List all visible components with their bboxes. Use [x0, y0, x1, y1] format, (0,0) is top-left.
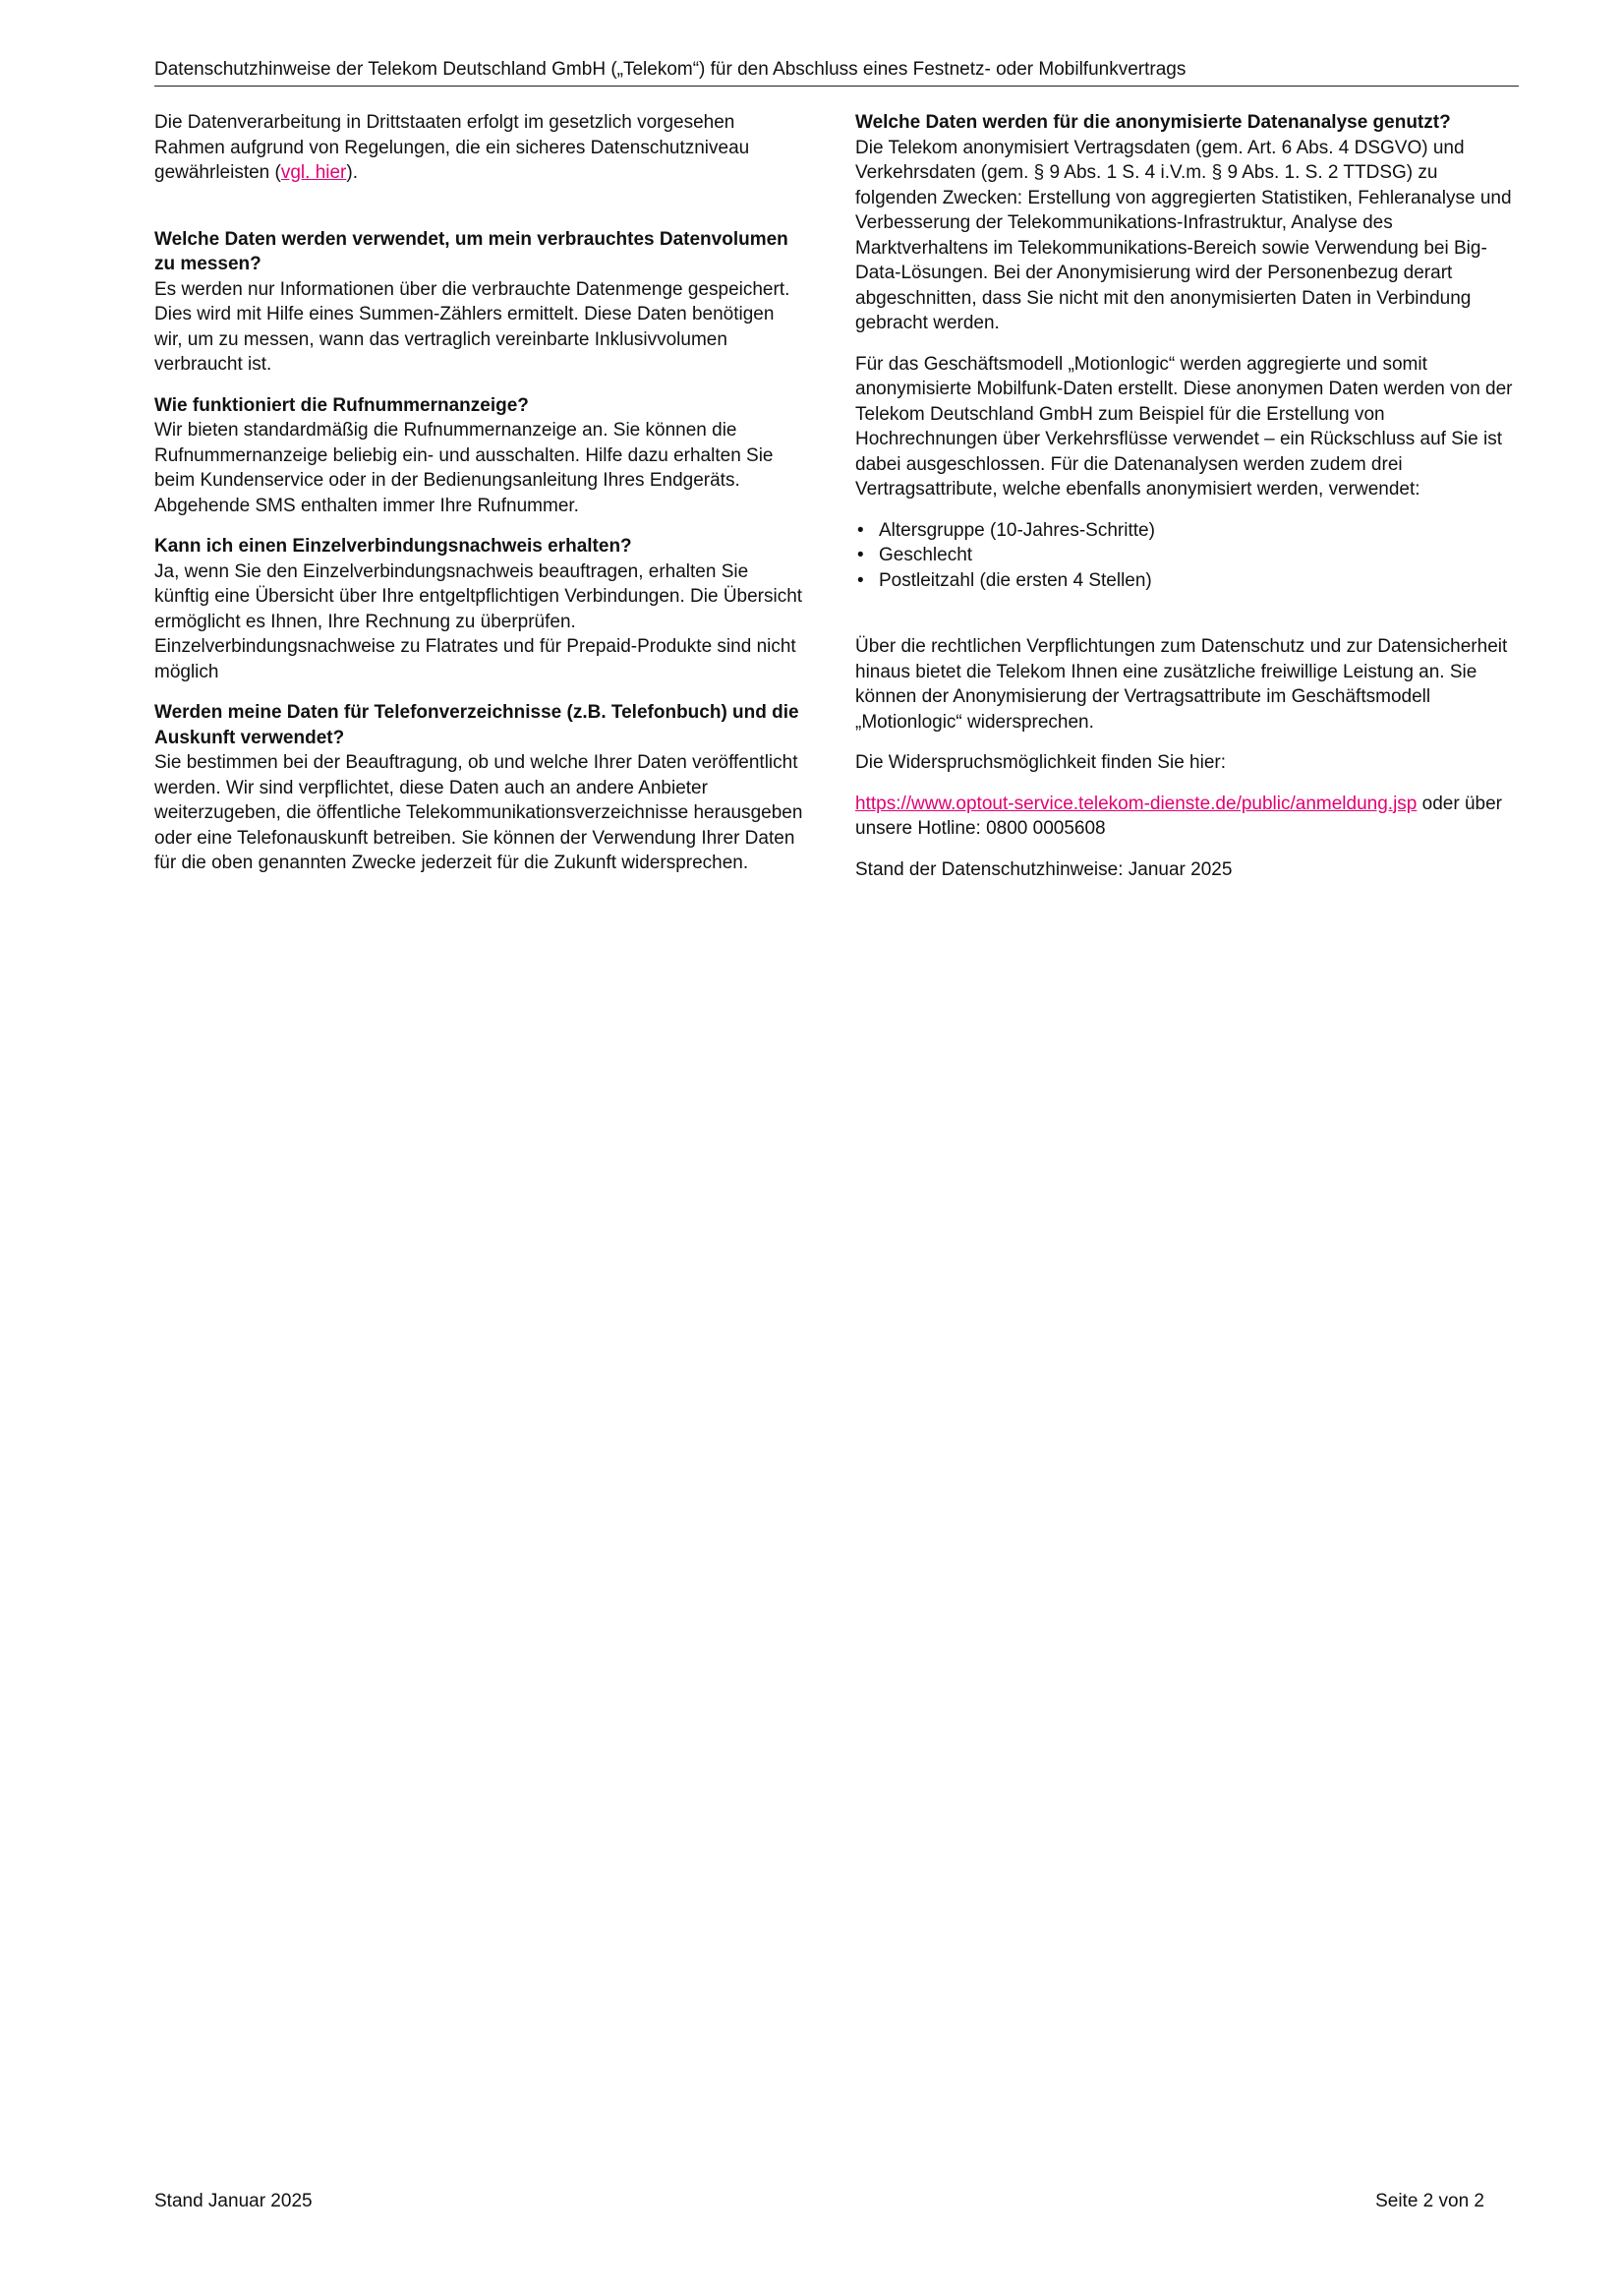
question-telefonverzeichnisse: Werden meine Daten für Telefonverzeichnisse (z.B. Telefonbuch) und die Auskunft verwendet?: [154, 702, 799, 748]
list-item: • Altersgruppe (10-Jahres-Schritte): [855, 518, 1519, 544]
question-datenvolumen: Welche Daten werden verwendet, um mein verbrauchtes Datenvolumen zu messen?: [154, 228, 788, 274]
footer-date: Stand Januar 2025: [154, 2191, 313, 2211]
freiwillige-leistung-paragraph: Über die rechtlichen Verpflichtungen zum Datenschutz und zur Datensicherheit hinaus bietet die Telekom Ihnen eine zusätzliche freiwillige Leistung an. Sie können der Anonymisierung der Vertragsattribute im Geschäftsmodell „Motionlogic“ widersprechen.: [855, 636, 1508, 733]
list-item: • Geschlecht: [855, 543, 1519, 568]
widerspruch-paragraph: [855, 792, 1519, 842]
answer-datenvolumen: Es werden nur Informationen über die verbrauchte Datenmenge gespeichert. Dies wird mit Hilfe eines Summen-Zählers ermittelt. Diese Daten benötigen wir, um zu messen, wann das vertraglich vereinbarte Inklusivvolumen verbraucht ist.: [154, 278, 790, 375]
stand-datenschutzhinweise: Stand der Datenschutzhinweise: Januar 2025: [855, 858, 1233, 880]
left-column: [154, 110, 803, 876]
hotline-text: oder über unsere Hotline: 0800 0005608: [855, 793, 1502, 839]
answer-datenanalyse: Die Telekom anonymisiert Vertragsdaten (gem. Art. 6 Abs. 4 DSGVO) und Verkehrsdaten (gem. § 9 Abs. 1 S. 4 i.V.m. § 9 Abs. 1. S. 2 TTDSG) zu folgenden Zwecken: Erstellung von aggregierten Statistiken, Fehleranalyse und Verbesserung der Telekommunikations-Infrastruktur, Analyse des Marktverhaltens im Telekommunikations-Bereich sowie Verwendung bei Big-Data-Lösungen. Bei der Anonymisierung wird der Personenbezug derart abgeschnitten, dass Sie nicht mit den anonymisierten Daten in Verbindung gebracht werden.: [855, 137, 1512, 333]
intro-end: ).: [346, 162, 358, 183]
question-rufnummernanzeige: Wie funktioniert die Rufnummernanzeige?: [154, 394, 529, 416]
widerspruch-intro: Die Widerspruchsmöglichkeit finden Sie hier:: [855, 752, 1226, 773]
page-number: Seite 2 von 2: [1375, 2191, 1484, 2211]
list-item: • Postleitzahl (die ersten 4 Stellen): [855, 568, 1519, 594]
answer-rufnummernanzeige: Wir bieten standardmäßig die Rufnummernanzeige an. Sie können die Rufnummernanzeige beliebig ein- und ausschalten. Hilfe dazu erhalten Sie beim Kundenservice oder in der Bedienungsanleitung Ihres Endgeräts. Abgehende SMS enthalten immer Ihre Rufnummer.: [154, 420, 774, 516]
page-header: Datenschutzhinweise der Telekom Deutschland GmbH („Telekom“) für den Abschluss eines Festnetz- oder Mobilfunkvertrags: [154, 57, 1519, 87]
motionlogic-paragraph: Für das Geschäftsmodell „Motionlogic“ werden aggregierte und somit anonymisierte Mobilfunk-Daten erstellt. Diese anonymen Daten werden von der Telekom Deutschland GmbH zum Beispiel für die Erstellung von Hochrechnungen über Verkehrsflüsse verwendet – ein Rückschluss auf Sie ist dabei ausgeschlossen. Für die Datenanalysen werden zudem drei Vertragsattribute, welche ebenfalls anonymisiert werden, verwendet:: [855, 353, 1513, 500]
right-column: [855, 110, 1519, 882]
vgl-hier-link[interactable]: vgl. hier: [280, 162, 347, 183]
intro-text: Die Datenverarbeitung in Drittstaaten erfolgt im gesetzlich vorgesehen Rahmen aufgrund von Regelungen, die ein sicheres Datenschutzniveau gewährleisten (: [154, 112, 750, 183]
question-einzelverbindungsnachweis: Kann ich einen Einzelverbindungsnachweis erhalten?: [154, 536, 632, 557]
intro-paragraph: [154, 110, 803, 186]
answer-telefonverzeichnisse: Sie bestimmen bei der Beauftragung, ob und welche Ihrer Daten veröffentlicht werden. Wir sind verpflichtet, diese Daten auch an andere Anbieter weiterzugeben, die öffentliche Telekommunikationsverzeichnisse herausgeben oder eine Telefonauskunft betreiben. Sie können der Verwendung Ihrer Daten für die oben genannten Zwecke jederzeit für die Zukunft widersprechen.: [154, 752, 803, 873]
attribute-list: [855, 518, 1519, 594]
answer-einzelverbindungsnachweis: Ja, wenn Sie den Einzelverbindungsnachweis beauftragen, erhalten Sie künftig eine Übersicht über Ihre entgeltpflichtigen Verbindungen. Die Übersicht ermöglicht es Ihnen, Ihre Rechnung zu überprüfen. Einzelverbindungsnachweise zu Flatrates und für Prepaid-Produkte sind nicht möglich: [154, 560, 803, 682]
question-datenanalyse: Welche Daten werden für die anonymisierte Datenanalyse genutzt?: [855, 112, 1451, 133]
optout-link[interactable]: https://www.optout-service.telekom-dienste.de/public/anmeldung.jsp: [855, 793, 1418, 814]
